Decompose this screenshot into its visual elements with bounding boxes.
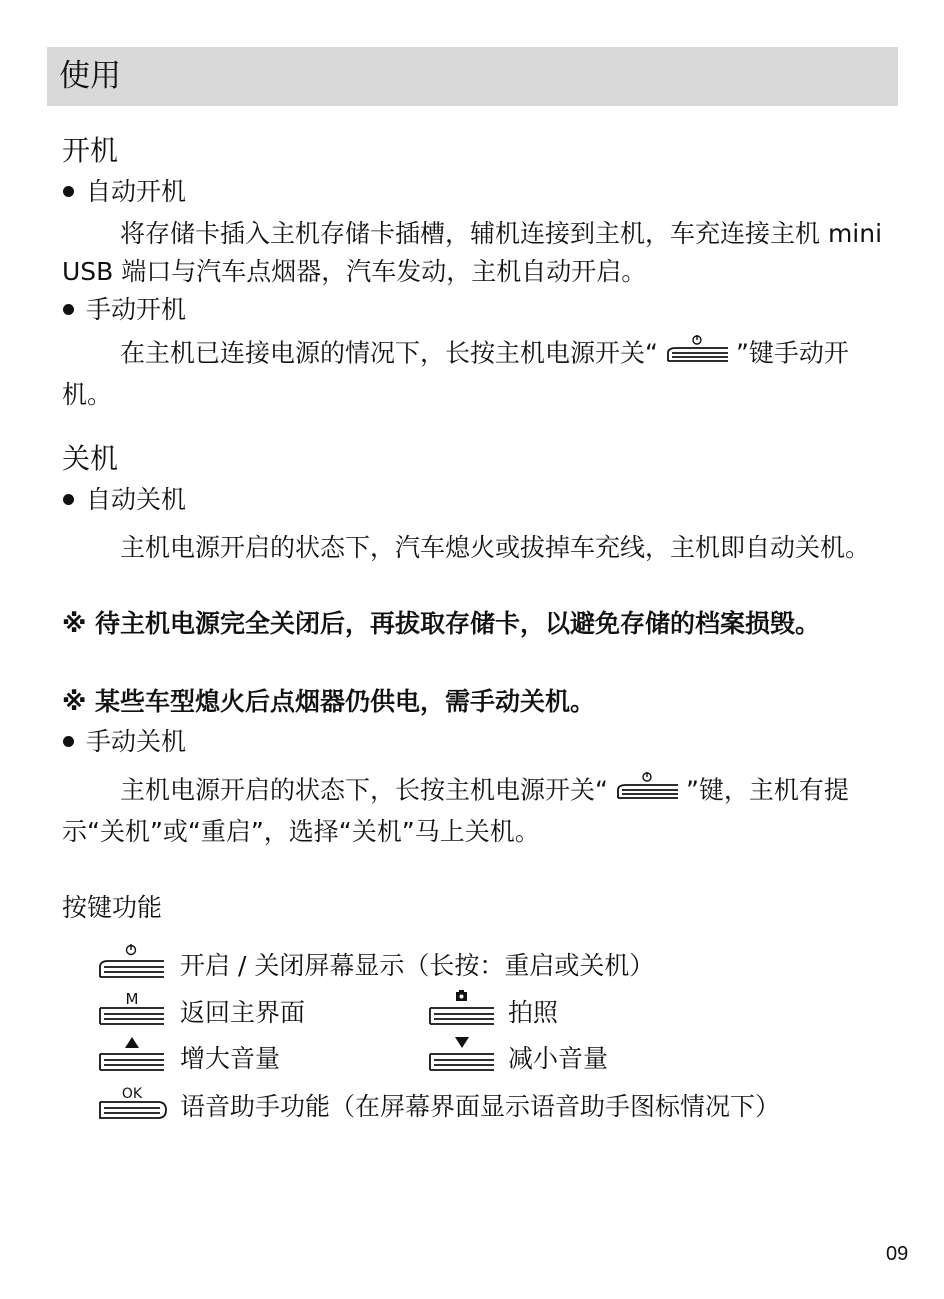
- bullet-dot-icon: [63, 304, 74, 315]
- volume-down-key-icon: [426, 1034, 498, 1078]
- manual-power-on-paragraph: [62, 333, 892, 414]
- key-functions-heading: 按键功能: [62, 893, 163, 922]
- manual-power-off-label: 手动关机: [86, 727, 187, 756]
- manual-power-on-label: 手动开机: [86, 295, 187, 324]
- power-off-heading: 关机: [62, 442, 119, 475]
- manual-power-on-text-after: ”键手动开机。: [62, 338, 849, 409]
- page-number: 09: [886, 1243, 909, 1265]
- manual-power-off-paragraph: [62, 770, 892, 851]
- bullet-dot-icon: [63, 186, 74, 197]
- camera-key-description: 拍照: [508, 998, 559, 1027]
- warning-note-2: ※ 某些车型熄火后点烟器仍供电，需手动关机。: [62, 687, 596, 716]
- auto-power-on-item: [60, 176, 186, 208]
- section-title: 使用: [59, 58, 121, 94]
- power-on-heading: 开机: [62, 134, 119, 167]
- power-key-description: 开启 / 关闭屏幕显示（长按：重启或关机）: [180, 951, 655, 980]
- ok-key-description: 语音助手功能（在屏幕界面显示语音助手图标情况下）: [180, 1092, 781, 1121]
- manual-power-off-text-after: ”键，主机有提示“关机”或“重启”，选择“关机”马上关机。: [62, 775, 849, 846]
- auto-power-on-paragraph: [62, 215, 892, 291]
- auto-power-on-text: 将存储卡插入主机存储卡插槽，辅机连接到主机，车充连接主机 mini USB 端口与汽车点烟器，汽车发动，主机自动开启。: [62, 219, 883, 286]
- section-header: [47, 47, 898, 106]
- auto-power-off-item: [60, 484, 186, 516]
- manual-power-on-item: [60, 294, 186, 326]
- manual-power-off-item: [60, 726, 186, 758]
- manual-power-off-text-before: 主机电源开启的状态下，长按主机电源开关“: [120, 775, 608, 805]
- volume-down-key-description: 减小音量: [508, 1044, 609, 1073]
- menu-key-icon: [96, 988, 168, 1032]
- ok-key-letters: OK: [121, 1086, 143, 1102]
- auto-power-off-label: 自动关机: [86, 485, 187, 514]
- power-key-icon: [96, 941, 168, 985]
- menu-key-description: 返回主界面: [180, 998, 306, 1027]
- ok-key-icon: [96, 1082, 168, 1126]
- volume-up-key-description: 增大音量: [180, 1044, 281, 1073]
- warning-note-1: ※ 待主机电源完全关闭后，再拔取存储卡，以避免存储的档案损毁。: [62, 609, 821, 638]
- auto-power-off-paragraph: [62, 529, 892, 567]
- volume-up-key-icon: [96, 1034, 168, 1078]
- camera-key-icon: [426, 988, 498, 1032]
- bullet-dot-icon: [63, 494, 74, 505]
- manual-power-on-text-before: 在主机已连接电源的情况下，长按主机电源开关“: [120, 338, 658, 368]
- auto-power-on-label: 自动开机: [86, 177, 187, 206]
- bullet-dot-icon: [63, 736, 74, 747]
- power-key-icon: [664, 333, 730, 376]
- power-key-icon: [614, 770, 680, 813]
- menu-key-letter: M: [125, 990, 139, 1008]
- auto-power-off-text: 主机电源开启的状态下，汽车熄火或拔掉车充线，主机即自动关机。: [120, 533, 871, 562]
